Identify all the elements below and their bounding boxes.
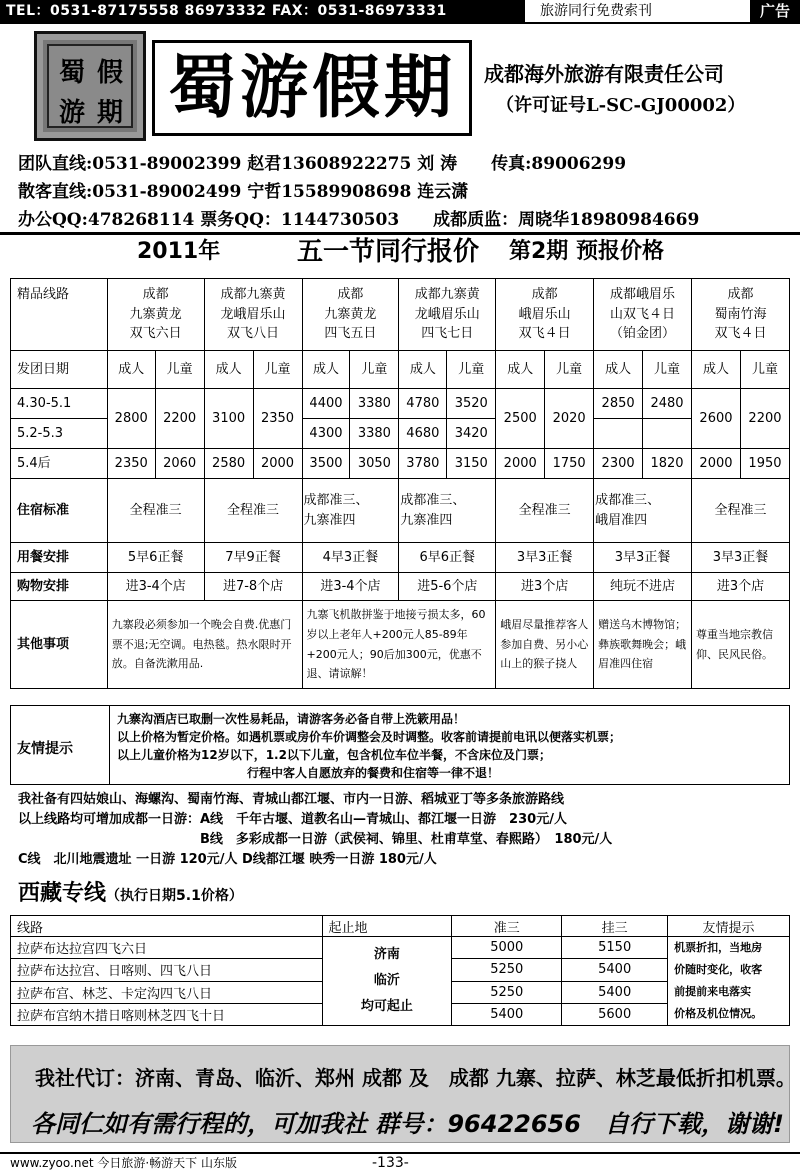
adult-header: 成人 <box>496 351 545 389</box>
shopping-cell: 进3个店 <box>692 573 790 601</box>
banner-year: 2011年 <box>137 239 221 264</box>
banner-title: 五一节同行报价 <box>297 237 480 267</box>
index-label: 旅游同行免费索刊 <box>540 3 652 19</box>
price-cell: 3520 <box>447 389 496 419</box>
lodging-cell: 全程准三 <box>107 479 204 543</box>
logo-char: 假 <box>97 58 124 88</box>
price-cell: 1750 <box>545 449 594 479</box>
price-cell: 2800 <box>107 389 155 449</box>
adult-header: 成人 <box>594 351 643 389</box>
license-number: （许可证号L-SC-GJ00002） <box>496 95 746 116</box>
extra-line: B线 多彩成都一日游（武侯祠、锦里、杜甫草堂、春熙路） 180元/人 <box>18 832 613 847</box>
lodging-label: 住宿标准 <box>11 479 108 543</box>
price-cell <box>643 419 692 449</box>
other-note: 尊重当地宗教信仰、民风民俗。 <box>692 601 790 689</box>
meals-label: 用餐安排 <box>11 543 108 573</box>
price-banner <box>137 237 692 267</box>
tip-line: 以上儿童价格为12岁以下，1.2以下儿童，包含机位车位半餐，不含床位及门票； <box>117 748 551 762</box>
meals-cell: 5早6正餐 <box>107 543 204 573</box>
tibet-price: 5150 <box>562 937 668 959</box>
price-cell: 2000 <box>692 449 741 479</box>
other-note: 九寨飞机散拼鉴于地接亏损太多，60岁以上老年人+200元人85-89年+200元人；90后加300元，优惠不退、请谅解！ <box>302 601 496 689</box>
child-header: 儿童 <box>643 351 692 389</box>
lodging-cell: 全程准三 <box>496 479 594 543</box>
lodging-cell: 全程准三 <box>204 479 302 543</box>
date-header: 发团日期 <box>11 351 108 389</box>
other-note: 九寨段必须参加一个晚会自费.优惠门票不退;无空调。电热毯。热水限时开放。自备洗漱用品. <box>107 601 302 689</box>
tibet-table <box>10 915 790 1026</box>
logo-char: 游 <box>59 98 86 128</box>
route-header: 成都 九寨黄龙 四飞五日 <box>302 279 399 351</box>
route-header: 成都九寨黄 龙峨眉乐山 四飞七日 <box>399 279 496 351</box>
price-cell: 2300 <box>594 449 643 479</box>
tibet-header: 准三 <box>452 916 562 937</box>
meals-cell: 3早3正餐 <box>594 543 692 573</box>
price-cell: 1950 <box>740 449 789 479</box>
price-cell: 4300 <box>302 419 350 449</box>
tibet-price: 5600 <box>562 1003 668 1025</box>
company-name: 成都海外旅游有限责任公司 <box>484 62 724 86</box>
shopping-cell: 进5-6个店 <box>399 573 496 601</box>
meals-cell: 3早3正餐 <box>692 543 790 573</box>
contact-line: 团队直线:0531-89002399 赵君13608922275 刘 涛 传真:89006299 <box>18 154 627 174</box>
agency-line: 各同仁如有需行程的，可加我社 群号：96422656 自行下载，谢谢! <box>31 1110 784 1138</box>
shopping-cell: 进3-4个店 <box>302 573 399 601</box>
date-cell: 4.30-5.1 <box>11 389 108 419</box>
meals-cell: 4早3正餐 <box>302 543 399 573</box>
price-cell: 3380 <box>350 389 399 419</box>
footer <box>0 1152 800 1172</box>
top-bar <box>0 0 800 24</box>
contact-line: 办公QQ:478268114 票务QQ：1144730503 成都质监：周晓华18980984669 <box>18 210 700 230</box>
logo-char: 蜀 <box>59 58 86 88</box>
route-header: 成都 蜀南竹海 双飞４日 <box>692 279 790 351</box>
shopping-cell: 进3个店 <box>496 573 594 601</box>
price-cell: 3100 <box>204 389 253 449</box>
price-cell: 2000 <box>496 449 545 479</box>
price-cell: 2350 <box>253 389 302 449</box>
other-note: 赠送乌木博物馆；彝族歌舞晚会；峨眉准四住宿 <box>594 601 692 689</box>
tibet-price: 5000 <box>452 937 562 959</box>
date-cell: 5.4后 <box>11 449 108 479</box>
meals-cell: 6早6正餐 <box>399 543 496 573</box>
route-header: 成都峨眉乐 山双飞４日 （铂金团） <box>594 279 692 351</box>
extra-line: 以上线路均可增加成都一日游：A线 千年古堰、道教名山—青城山、都江堰一日游 230元/人 <box>18 812 567 827</box>
price-cell: 3420 <box>447 419 496 449</box>
extra-line: 我社备有四姑娘山、海螺沟、蜀南竹海、青城山都江堰、市内一日游、稻城亚丁等多条旅游路线 <box>18 792 565 807</box>
tibet-header: 线路 <box>11 916 323 937</box>
date-cell: 5.2-5.3 <box>11 419 108 449</box>
shopping-cell: 进3-4个店 <box>107 573 204 601</box>
price-cell: 3780 <box>399 449 447 479</box>
price-cell: 2600 <box>692 389 741 449</box>
agency-line: 我社代订：济南、青岛、临沂、郑州 成都 及 成都 九寨、拉萨、林芝最低折扣机票。 <box>35 1066 796 1090</box>
tibet-price: 5250 <box>452 959 562 981</box>
shopping-label: 购物安排 <box>11 573 108 601</box>
adult-header: 成人 <box>692 351 741 389</box>
ad-badge: 广告 <box>750 0 800 22</box>
price-cell: 3150 <box>447 449 496 479</box>
tibet-tip: 机票折扣，当地房 价随时变化，收客 前提前来电落实 价格及机位情况。 <box>668 937 790 1026</box>
route-header: 成都 九寨黄龙 双飞六日 <box>107 279 204 351</box>
meals-cell: 7早9正餐 <box>204 543 302 573</box>
tibet-heading: 西藏专线 <box>18 881 107 906</box>
price-cell: 4680 <box>399 419 447 449</box>
price-cell: 4400 <box>302 389 350 419</box>
tibet-note: （执行日期5.1价格） <box>106 888 243 904</box>
logo <box>34 31 146 141</box>
price-cell: 2500 <box>496 389 545 449</box>
child-header: 儿童 <box>350 351 399 389</box>
lodging-cell: 成都准三、 峨眉准四 <box>594 479 692 543</box>
tips-box <box>10 705 790 785</box>
tibet-route: 拉萨布宫纳木措日喀则林芝四飞十日 <box>11 1003 323 1025</box>
tibet-header: 挂三 <box>562 916 668 937</box>
tip-line: 以上价格为暂定价格。如遇机票或房价车价调整会及时调整。收客前请提前电讯以便落实机票； <box>117 730 622 744</box>
logo-char: 期 <box>97 98 124 128</box>
shopping-cell: 纯玩不进店 <box>594 573 692 601</box>
lodging-cell: 成都准三、 九寨准四 <box>399 479 496 543</box>
price-cell: 3500 <box>302 449 350 479</box>
price-cell: 2000 <box>253 449 302 479</box>
price-cell: 2350 <box>107 449 155 479</box>
price-cell: 2580 <box>204 449 253 479</box>
extra-line: C线 北川地震遗址 一日游 120元/人 D线都江堰 映秀一日游 180元/人 <box>18 852 437 867</box>
tibet-origin: 济南 临沂 均可起止 <box>322 937 452 1026</box>
price-cell <box>594 419 643 449</box>
adult-header: 成人 <box>107 351 155 389</box>
lodging-cell: 全程准三 <box>692 479 790 543</box>
price-cell: 2020 <box>545 389 594 449</box>
tip-line: 九寨沟酒店已取删一次性易耗品，请游客务必备自带上洗簌用品！ <box>117 712 466 726</box>
tibet-route: 拉萨布达拉宫、日喀则、四飞八日 <box>11 959 323 981</box>
tibet-price: 5400 <box>562 959 668 981</box>
other-note: 峨眉尽量推荐客人参加自费、另小心山上的猴子挠人 <box>496 601 594 689</box>
tibet-header: 起止地 <box>322 916 452 937</box>
contact-line: 散客直线:0531-89002499 宁哲15589908698 连云潇 <box>18 182 469 202</box>
meals-cell: 3早3正餐 <box>496 543 594 573</box>
tibet-header: 友情提示 <box>668 916 790 937</box>
tibet-price: 5400 <box>452 1003 562 1025</box>
tibet-price: 5250 <box>452 981 562 1003</box>
adult-header: 成人 <box>399 351 447 389</box>
tibet-route: 拉萨布达拉宫四飞六日 <box>11 937 323 959</box>
price-cell: 1820 <box>643 449 692 479</box>
route-header: 成都 峨眉乐山 双飞４日 <box>496 279 594 351</box>
adult-header: 成人 <box>204 351 253 389</box>
tibet-price: 5400 <box>562 981 668 1003</box>
tibet-title <box>18 876 243 907</box>
banner-issue: 第2期 预报价格 <box>509 239 664 264</box>
child-header: 儿童 <box>447 351 496 389</box>
footer-site: www.zyoo.net 今日旅游·畅游天下 山东版 <box>10 1156 237 1170</box>
tip-line: 行程中客人自愿放弃的餐费和住宿等一律不退！ <box>247 766 500 780</box>
price-cell: 4780 <box>399 389 447 419</box>
price-cell: 2060 <box>155 449 204 479</box>
top-contact: TEL：0531-87175558 86973332 FAX：0531-86973331 <box>0 0 525 22</box>
route-header: 成都九寨黄 龙峨眉乐山 双飞八日 <box>204 279 302 351</box>
agency-box <box>10 1045 796 1143</box>
child-header: 儿童 <box>545 351 594 389</box>
adult-header: 成人 <box>302 351 350 389</box>
other-label: 其他事项 <box>11 601 108 689</box>
child-header: 儿童 <box>253 351 302 389</box>
brand-title: 蜀游假期 <box>152 40 472 136</box>
extra-routes <box>18 790 612 870</box>
corner-header: 精品线路 <box>11 279 108 351</box>
price-cell: 2850 <box>594 389 643 419</box>
tips-label: 友情提示 <box>17 741 73 757</box>
price-table <box>10 278 790 689</box>
child-header: 儿童 <box>740 351 789 389</box>
price-cell: 3050 <box>350 449 399 479</box>
child-header: 儿童 <box>155 351 204 389</box>
shopping-cell: 进7-8个店 <box>204 573 302 601</box>
price-cell: 2480 <box>643 389 692 419</box>
lodging-cell: 成都准三、 九寨准四 <box>302 479 399 543</box>
price-cell: 3380 <box>350 419 399 449</box>
tibet-route: 拉萨布宫、林芝、卡定沟四飞八日 <box>11 981 323 1003</box>
page-number: -133- <box>372 1155 409 1171</box>
price-cell: 2200 <box>740 389 789 449</box>
price-cell: 2200 <box>155 389 204 449</box>
